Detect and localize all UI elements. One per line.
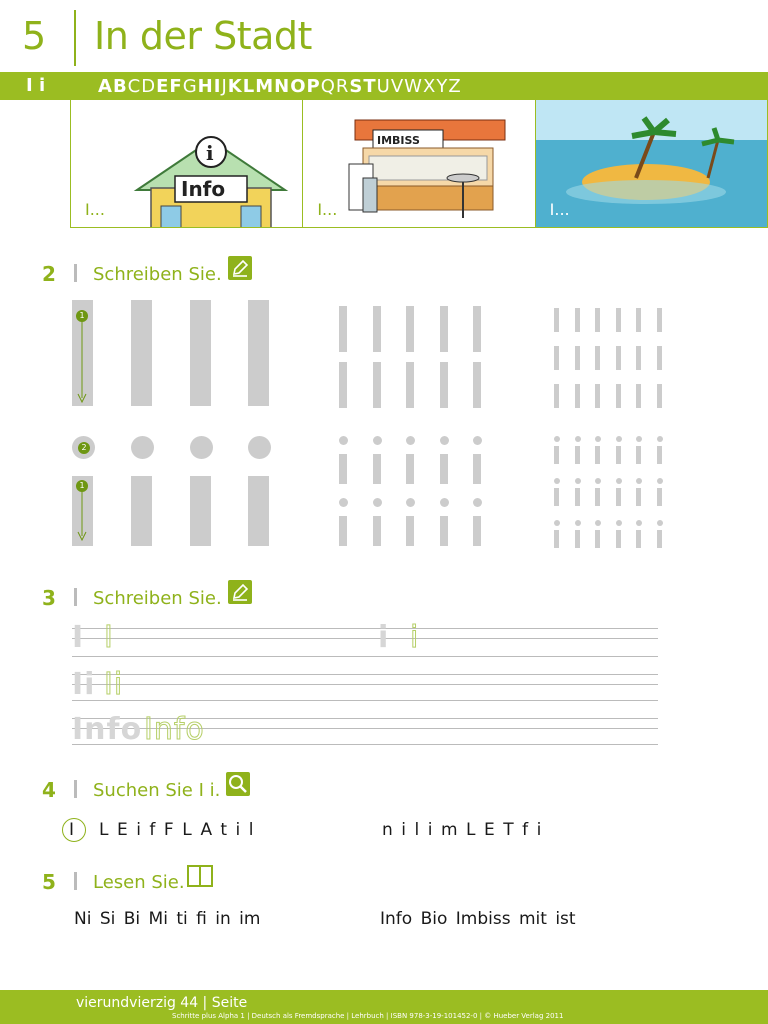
tracing-stroke-i: [575, 488, 580, 506]
picture-label: I...: [549, 200, 570, 219]
tracing-stroke-i: [575, 530, 580, 548]
tracing-dot-i: [575, 478, 581, 484]
tracing-stroke-I: [473, 306, 481, 352]
tracing-stroke-I: [440, 306, 448, 352]
tracing-stroke-I: [339, 362, 347, 408]
tracing-stroke-I: [575, 384, 580, 408]
tracing-dot-i: [657, 478, 663, 484]
tracing-stroke-i: [575, 446, 580, 464]
alphabet-letter: R: [335, 76, 350, 97]
svg-text:i: i: [206, 141, 214, 165]
tracing-stroke-i: [248, 476, 269, 546]
trace-word-Ii[interactable]: Ii: [104, 667, 124, 702]
tracing-stroke-I: [616, 384, 621, 408]
tracing-dot-i: [440, 498, 449, 507]
alphabet-letter: T: [363, 76, 377, 97]
imbiss-sign-text: IMBISS: [377, 134, 421, 147]
alphabet-letter: L: [242, 76, 256, 97]
tracing-stroke-I: [190, 300, 211, 406]
tracing-dot-i: [657, 520, 663, 526]
alphabet-tag: I i: [26, 75, 46, 96]
picture-strip: [70, 100, 768, 228]
exercise-4-instruction: Suchen Sie I i.: [93, 780, 221, 801]
tracing-stroke-i: [616, 446, 621, 464]
tracing-stroke-I: [616, 346, 621, 370]
publisher-credit: Schritte plus Alpha 1 | Deutsch als Fremdsprache | Lehrbuch | ISBN 978-3-19-101452-0 | © Hueber Verlag 2011: [172, 1012, 564, 1020]
tracing-stroke-i: [636, 446, 641, 464]
writing-line: [72, 700, 658, 701]
alphabet-letter: S: [349, 76, 364, 97]
tracing-dot-i: [616, 478, 622, 484]
magnifier-icon: [226, 772, 250, 796]
alphabet-letter: B: [112, 76, 128, 97]
alphabet-letter: O: [290, 76, 307, 97]
tracing-dot-i: [339, 498, 348, 507]
trace-letter-I[interactable]: I: [104, 620, 114, 655]
tracing-stroke-I: [657, 308, 662, 332]
tracing-stroke-I: [248, 300, 269, 406]
tracing-dot-i: [636, 520, 642, 526]
tracing-stroke-I: [595, 308, 600, 332]
tracing-dot-i: [473, 436, 482, 445]
tracing-stroke-i: [131, 476, 152, 546]
tracing-stroke-i: [554, 488, 559, 506]
writing-line: [72, 674, 658, 675]
model-letter-I: I: [72, 620, 85, 655]
tracing-stroke-i: [554, 446, 559, 464]
picture-label: I...: [317, 200, 338, 219]
alphabet-letter: Q: [320, 76, 336, 97]
tracing-stroke-i: [554, 530, 559, 548]
pencil-icon: [228, 580, 252, 604]
reading-row-1: Ni Si Bi Mi ti fi in im: [74, 909, 261, 929]
tracing-stroke-I: [131, 300, 152, 406]
alphabet-letter: P: [306, 76, 321, 97]
tracing-stroke-I: [373, 362, 381, 408]
writing-line: [72, 656, 658, 657]
down-arrow-icon: [74, 322, 90, 404]
tracing-stroke-i: [339, 516, 347, 546]
tracing-dot-i: [554, 520, 560, 526]
reading-row-2: Info Bio Imbiss mit ist: [380, 909, 576, 929]
alphabet-letter: C: [127, 76, 142, 97]
alphabet-letter: J: [221, 76, 228, 97]
tracing-dot-i: [595, 478, 601, 484]
tracing-stroke-i: [373, 516, 381, 546]
writing-line: [72, 628, 658, 629]
alphabet-letter: A: [98, 76, 113, 97]
picture-snack-bar: [303, 100, 535, 227]
info-building-illustration: [71, 100, 303, 227]
tracing-dot-i: [616, 436, 622, 442]
tracing-dot-i: [373, 498, 382, 507]
tracing-dot-i: [473, 498, 482, 507]
header-divider: [74, 10, 76, 66]
alphabet-letter: Z: [448, 76, 462, 97]
tracing-stroke-i: [595, 530, 600, 548]
exercise-5-number: 5: [42, 870, 56, 894]
tracing-dot-i: [406, 436, 415, 445]
tracing-stroke-I: [575, 346, 580, 370]
tracing-stroke-i: [595, 488, 600, 506]
tracing-dot-i: [636, 436, 642, 442]
alphabet-letter: M: [255, 76, 275, 97]
step-2-marker: 2: [78, 442, 90, 454]
exercise-5-bar: [74, 872, 77, 890]
tracing-dot-i: [190, 436, 213, 459]
tracing-stroke-i: [657, 530, 662, 548]
tracing-stroke-i: [190, 476, 211, 546]
alphabet-letter: V: [390, 76, 405, 97]
tracing-dot-i: [248, 436, 271, 459]
page-number: vierundvierzig 44 | Seite: [76, 995, 248, 1011]
alphabet-letter: G: [182, 76, 198, 97]
exercise-4-bar: [74, 780, 77, 798]
picture-island: [536, 100, 767, 227]
tracing-stroke-I: [636, 384, 641, 408]
writing-line: [72, 684, 658, 685]
tracing-dot-i: [406, 498, 415, 507]
exercise-3-number: 3: [42, 586, 56, 610]
tracing-stroke-I: [657, 346, 662, 370]
tracing-dot-i: [373, 436, 382, 445]
down-arrow-icon: [74, 492, 90, 544]
tracing-dot-i: [440, 436, 449, 445]
exercise-2-instruction: Schreiben Sie.: [93, 264, 222, 285]
picture-label: I...: [85, 200, 105, 219]
tracing-stroke-I: [657, 384, 662, 408]
exercise-5-instruction: Lesen Sie.: [93, 872, 185, 893]
tracing-stroke-I: [595, 346, 600, 370]
tracing-stroke-I: [616, 308, 621, 332]
snack-bar-illustration: [303, 100, 535, 227]
tracing-stroke-i: [657, 488, 662, 506]
tracing-stroke-I: [554, 308, 559, 332]
alphabet-letter: K: [227, 76, 243, 97]
tracing-stroke-I: [373, 306, 381, 352]
tracing-stroke-i: [473, 454, 481, 484]
exercise-2-bar: [74, 264, 77, 282]
tracing-stroke-I: [339, 306, 347, 352]
alphabet-letter: W: [404, 76, 423, 97]
exercise-2-number: 2: [42, 262, 56, 286]
trace-letter-i[interactable]: i: [410, 620, 420, 655]
tracing-dot-i: [657, 436, 663, 442]
tracing-dot-i: [554, 436, 560, 442]
tracing-stroke-I: [406, 306, 414, 352]
tracing-stroke-i: [636, 488, 641, 506]
model-word-Info: Info: [72, 712, 143, 747]
tracing-dot-i: [554, 478, 560, 484]
tracing-stroke-i: [440, 516, 448, 546]
chapter-number: 5: [22, 14, 47, 58]
alphabet-strip: [98, 76, 462, 97]
step-1-marker: 1: [76, 310, 88, 322]
alphabet-letter: X: [422, 76, 437, 97]
tracing-stroke-i: [373, 454, 381, 484]
tracing-stroke-I: [473, 362, 481, 408]
tracing-stroke-i: [595, 446, 600, 464]
tracing-stroke-I: [595, 384, 600, 408]
tracing-dot-i: [575, 436, 581, 442]
tracing-stroke-i: [616, 530, 621, 548]
alphabet-letter: E: [156, 76, 170, 97]
model-letter-i: i: [378, 620, 390, 655]
tracing-stroke-i: [636, 530, 641, 548]
tracing-stroke-i: [406, 454, 414, 484]
exercise-3-instruction: Schreiben Sie.: [93, 588, 222, 609]
alphabet-letter: I: [213, 76, 222, 97]
page-title: In der Stadt: [94, 14, 312, 58]
alphabet-letter: H: [197, 76, 214, 97]
tracing-dot-i: [616, 520, 622, 526]
tracing-stroke-i: [616, 488, 621, 506]
writing-line: [72, 638, 658, 639]
letter-search-row-1[interactable]: LEifFLAtil: [99, 820, 263, 840]
tracing-stroke-i: [657, 446, 662, 464]
tracing-stroke-I: [440, 362, 448, 408]
tracing-dot-i: [595, 436, 601, 442]
alphabet-letter: F: [169, 76, 183, 97]
letter-search-row-2[interactable]: nilimLETfi: [382, 820, 550, 840]
tracing-stroke-I: [554, 384, 559, 408]
tracing-dot-i: [131, 436, 154, 459]
info-sign-text: Info: [181, 177, 226, 201]
tracing-stroke-I: [636, 308, 641, 332]
tracing-dot-i: [339, 436, 348, 445]
step-1-marker: 1: [76, 480, 88, 492]
alphabet-letter: D: [141, 76, 157, 97]
book-icon: [187, 864, 211, 888]
tracing-stroke-i: [473, 516, 481, 546]
exercise-3-bar: [74, 588, 77, 606]
model-word-Ii: Ii: [72, 667, 96, 702]
tracing-dot-i: [636, 478, 642, 484]
alphabet-letter: N: [274, 76, 291, 97]
island-illustration: [536, 100, 767, 227]
tracing-stroke-i: [339, 454, 347, 484]
alphabet-letter: Y: [436, 76, 449, 97]
tracing-stroke-I: [575, 308, 580, 332]
trace-word-Info[interactable]: Info: [144, 712, 205, 747]
pencil-icon: [228, 256, 252, 280]
tracing-stroke-I: [554, 346, 559, 370]
alphabet-letter: U: [376, 76, 391, 97]
exercise-4-number: 4: [42, 778, 56, 802]
tracing-dot-i: [595, 520, 601, 526]
tracing-stroke-I: [406, 362, 414, 408]
circled-example-letter: I: [69, 820, 79, 840]
tracing-stroke-i: [406, 516, 414, 546]
tracing-stroke-i: [440, 454, 448, 484]
tracing-dot-i: [575, 520, 581, 526]
picture-info-building: [71, 100, 303, 227]
tracing-stroke-I: [636, 346, 641, 370]
